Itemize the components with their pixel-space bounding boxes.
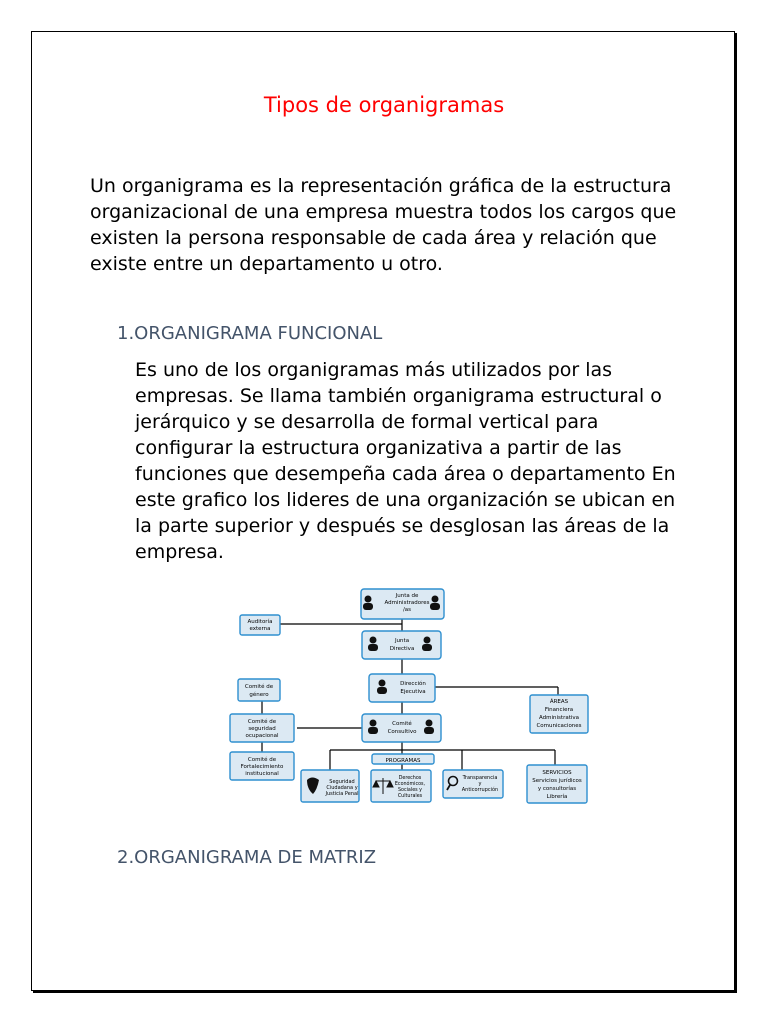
svg-text:Comité de: Comité de	[247, 757, 277, 763]
svg-text:Servicios jurídicos: Servicios jurídicos	[532, 778, 582, 784]
svg-text:Administradores: Administradores	[384, 600, 430, 606]
svg-text:Junta de: Junta de	[395, 593, 419, 599]
svg-text:Dirección: Dirección	[400, 681, 426, 687]
svg-text:Directiva: Directiva	[389, 646, 415, 652]
svg-text:Ciudadana y: Ciudadana y	[326, 785, 358, 791]
svg-text:Auditoría: Auditoría	[247, 619, 273, 625]
node-comite-fortalecimiento	[230, 752, 294, 780]
svg-text:y consultorías: y consultorías	[537, 786, 577, 792]
svg-text:Justicia Penal: Justicia Penal	[325, 791, 359, 797]
node-programa-seguridad	[301, 770, 359, 802]
svg-text:Consultivo: Consultivo	[387, 729, 417, 735]
node-programas-label	[372, 754, 434, 764]
node-comite-genero	[238, 679, 280, 701]
svg-text:Comité de: Comité de	[247, 719, 277, 725]
svg-text:Financiera: Financiera	[544, 707, 574, 713]
node-auditoria-externa	[240, 615, 280, 635]
svg-text:ocupacional: ocupacional	[245, 733, 279, 739]
node-programa-transparencia	[443, 770, 503, 798]
svg-text:género: género	[249, 692, 269, 698]
section-heading-matriz: 2.ORGANIGRAMA DE MATRIZ	[117, 847, 377, 868]
node-comite-seguridad	[230, 714, 294, 742]
svg-text:/as: /as	[402, 607, 412, 613]
svg-text:Comunicaciones: Comunicaciones	[536, 723, 582, 729]
svg-text:institucional: institucional	[245, 771, 279, 777]
node-programa-derechos	[371, 770, 431, 802]
svg-text:Seguridad: Seguridad	[329, 779, 355, 785]
svg-text:Sociales y: Sociales y	[397, 788, 423, 793]
svg-text:Administrativa: Administrativa	[538, 715, 580, 721]
svg-text:Transparencia: Transparencia	[462, 775, 498, 781]
page-title: Tipos de organigramas	[263, 93, 505, 117]
node-servicios	[527, 765, 587, 803]
section-body-funcional: Es uno de los organigramas más utilizados por las empresas. Se llama también organigrama estructural o jerárquico y se desarrolla de formal vertical para configurar la estructura organizativa a partir de las funciones que desempeña cada área o departamento En este grafico los lideres de una organización se ubican en la parte superior y después se desglosan las áreas de la empresa.	[135, 359, 676, 563]
org-chart-figure	[225, 584, 595, 809]
section-heading-funcional: 1.ORGANIGRAMA FUNCIONAL	[117, 323, 383, 344]
svg-text:Ejecutiva: Ejecutiva	[400, 689, 426, 695]
svg-text:Librería: Librería	[546, 794, 568, 800]
svg-text:Culturales: Culturales	[397, 794, 423, 799]
svg-text:ÁREAS: ÁREAS	[549, 699, 569, 705]
intro-paragraph: Un organigrama es la representación gráfica de la estructura organizacional de una empresa muestra todos los cargos que existen la persona responsable de cada área y relación que existe entre un departamento u otro.	[90, 175, 677, 275]
node-areas	[530, 695, 588, 733]
svg-text:Junta: Junta	[394, 638, 410, 644]
svg-text:externa: externa	[249, 626, 271, 632]
svg-text:Anticorrupción: Anticorrupción	[461, 787, 499, 793]
svg-text:Comité de: Comité de	[244, 684, 274, 690]
svg-text:Económicos,: Económicos,	[394, 782, 426, 787]
svg-text:y: y	[478, 781, 482, 787]
svg-text:Comité: Comité	[392, 721, 412, 727]
svg-text:Derechos: Derechos	[398, 776, 422, 781]
svg-text:SERVICIOS: SERVICIOS	[542, 770, 572, 776]
svg-text:Fortalecimiento: Fortalecimiento	[240, 764, 284, 770]
svg-text:seguridad: seguridad	[248, 726, 276, 732]
svg-text:PROGRAMAS: PROGRAMAS	[385, 758, 421, 764]
